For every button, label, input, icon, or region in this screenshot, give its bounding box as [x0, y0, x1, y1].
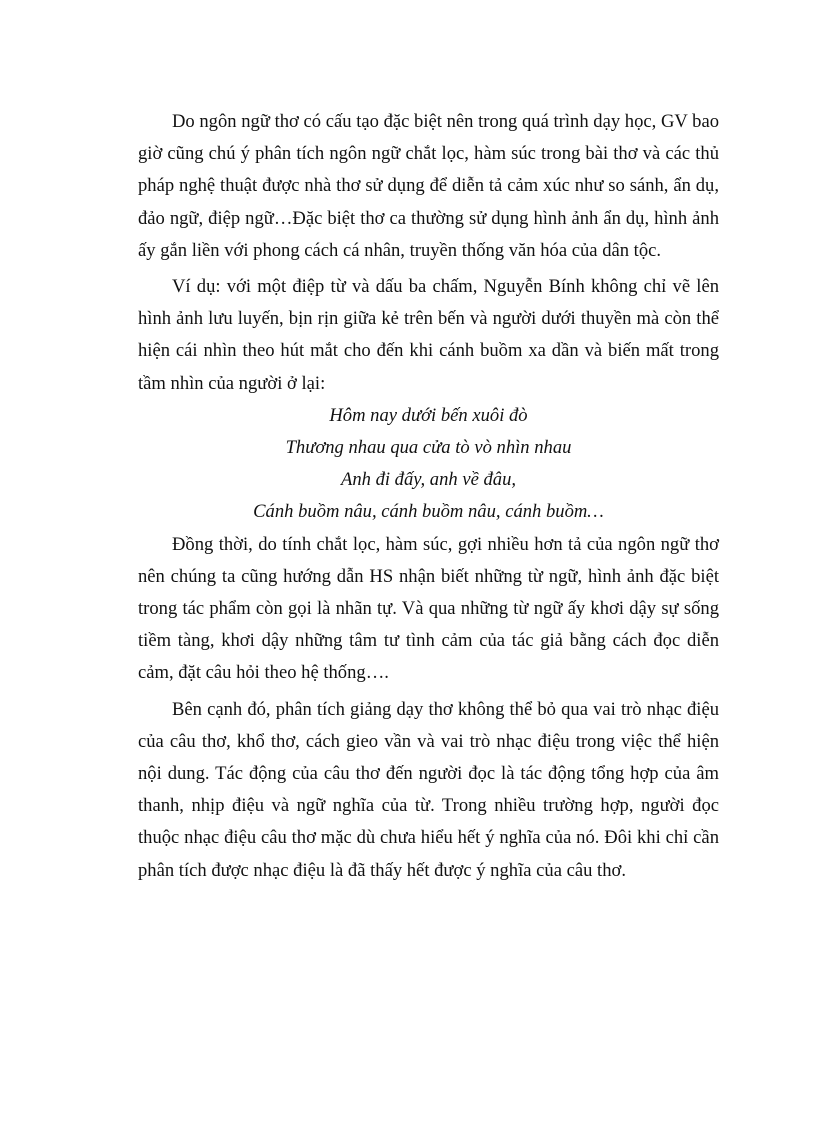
- poem-line: Hôm nay dưới bến xuôi đò: [329, 404, 528, 426]
- poem-line: Cánh buồm nâu, cánh buồm nâu, cánh buồm…: [253, 501, 604, 523]
- poem-line: Anh đi đấy, anh về đâu,: [340, 469, 517, 491]
- paragraph-key-words: Đồng thời, do tính chắt lọc, hàm súc, gợi nhiều hơn tả của ngôn ngữ thơ nên chúng ta cũng hướng dẫn HS nhận biết những từ ngữ, hình ảnh đặc biệt trong tác phẩm còn gọi là nhãn tự. Và qua những từ ngữ ấy khơi dậy sự sống tiềm tàng, khơi dậy những tâm tư tình cảm của tác giả bằng cách đọc diễn cảm, đặt câu hỏi theo hệ thống….: [138, 533, 719, 684]
- paragraph-language-analysis: Do ngôn ngữ thơ có cấu tạo đặc biệt nên trong quá trình dạy học, GV bao giờ cũng chú ý phân tích ngôn ngữ chắt lọc, hàm súc trong bài thơ và các thủ pháp nghệ thuật được nhà thơ sử dụng để diễn tả cảm xúc như so sánh, ẩn dụ, đảo ngữ, điệp ngữ…Đặc biệt thơ ca thường sử dụng hình ảnh ẩn dụ, hình ảnh ấy gắn liền với phong cách cá nhân, truyền thống văn hóa của dân tộc.: [138, 111, 719, 261]
- paragraph-rhythm: Bên cạnh đó, phân tích giảng dạy thơ không thể bỏ qua vai trò nhạc điệu của câu thơ, khổ thơ, cách gieo vần và vai trò nhạc điệu trong việc thể hiện nội dung. Tác động của câu thơ đến người đọc là tác động tổng hợp của âm thanh, nhịp điệu và ngữ nghĩa của từ. Trong nhiều trường hợp, người đọc thuộc nhạc điệu câu thơ mặc dù chưa hiểu hết ý nghĩa của nó. Đôi khi chỉ cần phân tích được nhạc điệu là đã thấy hết được ý nghĩa của câu thơ.: [138, 698, 719, 881]
- poem-excerpt: [138, 400, 719, 529]
- paragraph-example: Ví dụ: với một điệp từ và dấu ba chấm, Nguyễn Bính không chỉ vẽ lên hình ảnh lưu luyến, bịn rịn giữa kẻ trên bến và người dưới thuyền mà còn thể hiện cái nhìn theo hút mắt cho đến khi cánh buồm xa dần và biến mất trong tầm nhìn của người ở lại:: [138, 276, 719, 394]
- poem-line: Thương nhau qua cửa tò vò nhìn nhau: [285, 437, 572, 459]
